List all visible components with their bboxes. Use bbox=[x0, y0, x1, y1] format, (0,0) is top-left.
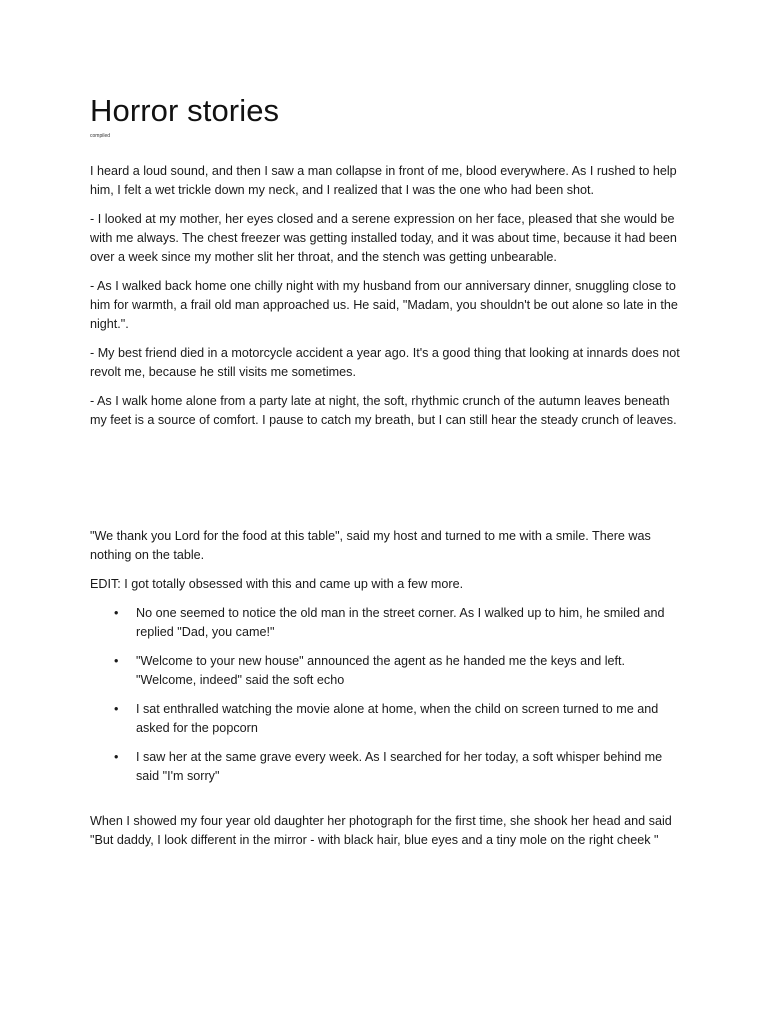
story-paragraph: - I looked at my mother, her eyes closed and a serene expression on her face, pleased that she would be with me always. The chest freezer was getting installed today, and it was about time, because it had been over a week since my mother slit her throat, and the stench was getting unbearable. bbox=[90, 212, 677, 264]
bullet-icon: • bbox=[114, 606, 119, 620]
list-item bbox=[90, 748, 680, 786]
bullet-icon: • bbox=[114, 654, 119, 668]
list-item-text: I sat enthralled watching the movie alone at home, when the child on screen turned to me and asked for the popcorn bbox=[136, 702, 659, 735]
story-bullet-list bbox=[90, 604, 680, 786]
document-subtitle: compiled bbox=[90, 133, 111, 139]
list-item-text: I saw her at the same grave every week. As I searched for her today, a soft whisper behind me said "I'm sorry" bbox=[136, 750, 663, 783]
story-paragraph: "We thank you Lord for the food at this table", said my host and turned to me with a smile. There was nothing on the table. bbox=[90, 529, 651, 562]
list-item bbox=[90, 700, 680, 738]
story-paragraph: I heard a loud sound, and then I saw a man collapse in front of me, blood everywhere. As I rushed to help him, I felt a wet trickle down my neck, and I realized that I was the one who had been shot. bbox=[90, 164, 677, 197]
bullet-icon: • bbox=[114, 750, 119, 764]
story-paragraph: - As I walked back home one chilly night with my husband from our anniversary dinner, snuggling close to him for warmth, a frail old man approached us. He said, "Madam, you shouldn't be out alone so late in the night.". bbox=[90, 279, 678, 331]
list-item bbox=[90, 652, 680, 690]
list-item-text: No one seemed to notice the old man in the street corner. As I walked up to him, he smiled and replied "Dad, you came!" bbox=[136, 606, 665, 639]
document-title: Horror stories bbox=[90, 93, 280, 128]
list-item bbox=[90, 604, 680, 642]
closing-paragraph: When I showed my four year old daughter her photograph for the first time, she shook her head and said "But daddy, I look different in the mirror - with black hair, blue eyes and a tiny mole on the right cheek " bbox=[90, 814, 672, 847]
edit-note: EDIT: I got totally obsessed with this and came up with a few more. bbox=[90, 577, 464, 591]
story-paragraph: - As I walk home alone from a party late at night, the soft, rhythmic crunch of the autumn leaves beneath my feet is a source of comfort. I pause to catch my breath, but I can still hear the steady crunch of leaves. bbox=[90, 394, 677, 427]
list-item-text: "Welcome to your new house" announced the agent as he handed me the keys and left. "Welcome, indeed" said the soft echo bbox=[136, 654, 625, 687]
document-body bbox=[90, 92, 680, 850]
bullet-icon: • bbox=[114, 702, 119, 716]
story-paragraph: - My best friend died in a motorcycle accident a year ago. It's a good thing that looking at innards does not revolt me, because he still visits me sometimes. bbox=[90, 346, 680, 379]
